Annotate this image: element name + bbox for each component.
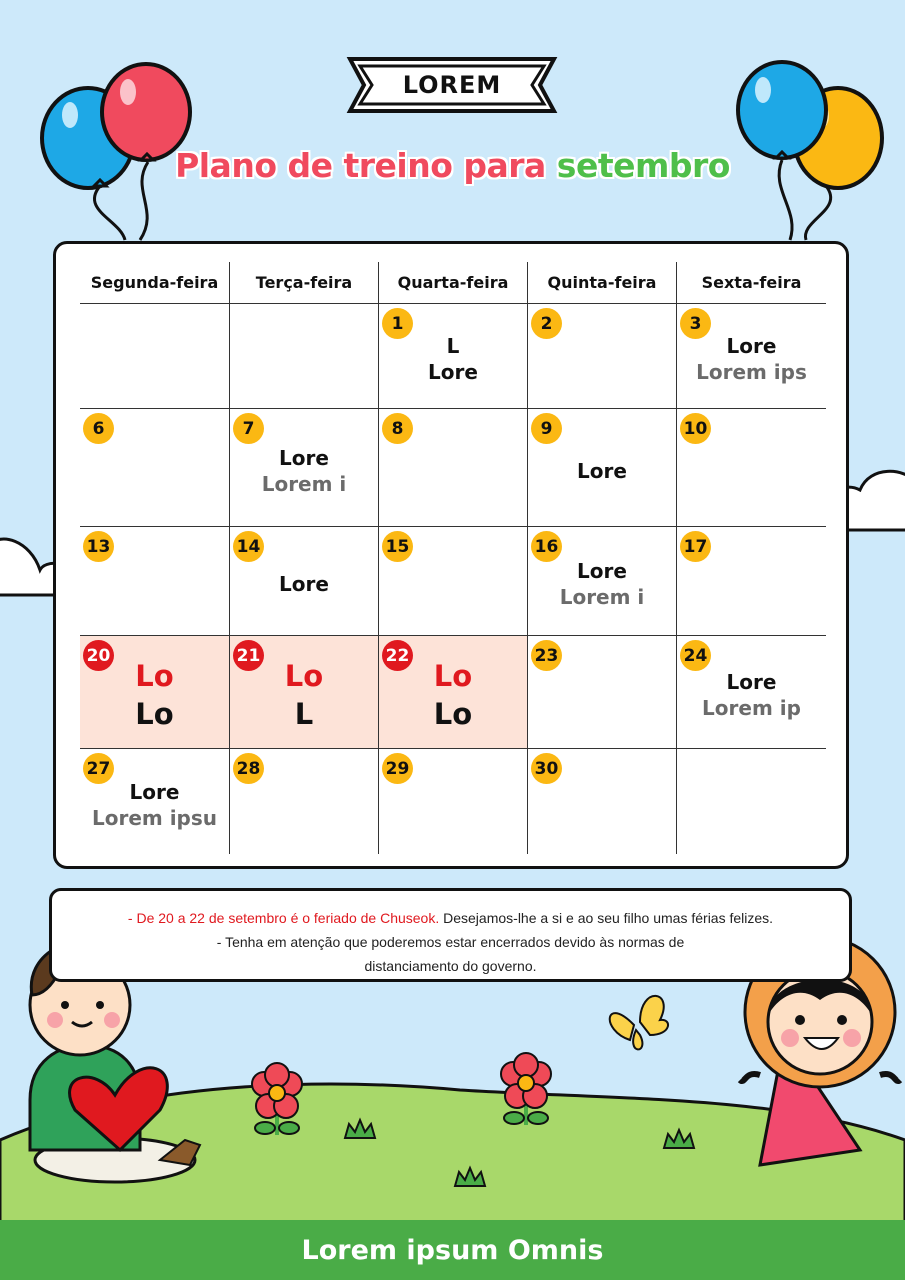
day-number-badge: 3 (680, 308, 711, 339)
weekday-header: Quarta-feira (378, 262, 527, 304)
notice-holiday-text: - De 20 a 22 de setembro é o feriado de Chuseok. (127, 910, 440, 926)
calendar-day-cell (676, 304, 826, 409)
day-number-badge: 17 (680, 531, 711, 562)
day-number-badge: 23 (531, 640, 562, 671)
day-number-badge: 1 (382, 308, 413, 339)
day-event-title: Lore (129, 779, 180, 804)
day-event-title: Lore (726, 334, 777, 358)
calendar-day-cell (229, 749, 378, 854)
day-event-title: Lore (279, 572, 329, 596)
day-event-title: Lore (279, 445, 329, 470)
calendar-day-cell (80, 527, 229, 636)
calendar-day-cell (229, 304, 378, 409)
calendar-day-cell (80, 304, 229, 409)
notice-line-2: - Tenha em atenção que poderemos estar encerrados devido às normas de (216, 934, 685, 950)
calendar-day-cell (378, 636, 527, 749)
notice-line-1 (52, 906, 849, 930)
calendar-day-cell (527, 304, 676, 409)
weekday-header: Sexta-feira (676, 262, 826, 304)
day-number-badge: 16 (531, 531, 562, 562)
weekday-header: Terça-feira (229, 262, 378, 304)
day-number-badge: 9 (531, 413, 562, 444)
day-event-title: Lo (284, 659, 324, 693)
day-event-subtitle: Lorem ipsu (91, 805, 218, 830)
flower-left-icon (252, 1063, 302, 1135)
calendar-day-cell (378, 409, 527, 527)
day-number-badge: 22 (382, 640, 413, 671)
notice-wish-text: Desejamos-lhe a si e ao seu filho umas férias felizes. (439, 910, 774, 926)
day-event-title: Lo (135, 659, 174, 693)
calendar-grid (80, 262, 826, 854)
day-number-badge: 6 (83, 413, 114, 444)
weekday-header: Quinta-feira (527, 262, 676, 304)
butterfly-icon (610, 996, 668, 1050)
day-number-badge: 29 (382, 753, 413, 784)
footer-text: Lorem ipsum Omnis (301, 1234, 604, 1266)
calendar-day-cell (527, 409, 676, 527)
calendar-day-cell (676, 409, 826, 527)
day-event-title: Lo (433, 659, 473, 693)
day-event-subtitle: L (294, 697, 314, 731)
day-event-subtitle: Lorem ips (696, 360, 807, 384)
calendar-day-cell (527, 527, 676, 636)
calendar-day-cell (80, 636, 229, 749)
calendar-day-cell (80, 409, 229, 527)
day-number-badge: 27 (83, 753, 114, 784)
day-event-subtitle: Lorem i (559, 585, 645, 609)
day-event-title: Lore (577, 458, 627, 483)
page-title (0, 146, 905, 185)
flower-right-icon (501, 1053, 551, 1125)
day-number-badge: 30 (531, 753, 562, 784)
calendar-day-cell (378, 527, 527, 636)
calendar-day-cell (378, 304, 527, 409)
notice-line-3: distanciamento do governo. (364, 958, 537, 974)
day-number-badge: 10 (680, 413, 711, 444)
day-number-badge: 14 (233, 531, 264, 562)
day-number-badge: 24 (680, 640, 711, 671)
title-part-green: setembro (556, 146, 730, 185)
calendar-day-cell (676, 527, 826, 636)
day-event-title: L (446, 334, 460, 358)
calendar-day-cell (527, 636, 676, 749)
calendar-day-cell (80, 749, 229, 854)
day-number-badge: 8 (382, 413, 413, 444)
calendar-day-cell (527, 749, 676, 854)
day-number-badge: 2 (531, 308, 562, 339)
calendar-day-cell (229, 409, 378, 527)
calendar-day-cell (676, 749, 826, 854)
day-number-badge: 7 (233, 413, 264, 444)
day-event-subtitle: Lorem i (261, 471, 347, 496)
day-event-title: Lore (726, 670, 777, 694)
day-event-subtitle: Lore (428, 360, 478, 384)
calendar-day-cell (229, 636, 378, 749)
day-number-badge: 21 (233, 640, 264, 671)
title-part-red: Plano de treino para (175, 146, 557, 185)
calendar-day-cell (229, 527, 378, 636)
day-number-badge: 15 (382, 531, 413, 562)
day-event-subtitle: Lo (433, 697, 473, 731)
day-number-badge: 13 (83, 531, 114, 562)
calendar-day-cell (378, 749, 527, 854)
footer-bar (0, 1220, 905, 1280)
calendar-day-cell (676, 636, 826, 749)
notice-box (49, 888, 852, 982)
day-event-subtitle: Lorem ip (702, 696, 801, 720)
banner-label: LOREM (402, 71, 502, 99)
day-event-subtitle: Lo (135, 697, 174, 731)
day-number-badge: 28 (233, 753, 264, 784)
day-number-badge: 20 (83, 640, 114, 671)
day-event-title: Lore (577, 559, 627, 583)
weekday-header: Segunda-feira (80, 262, 229, 304)
